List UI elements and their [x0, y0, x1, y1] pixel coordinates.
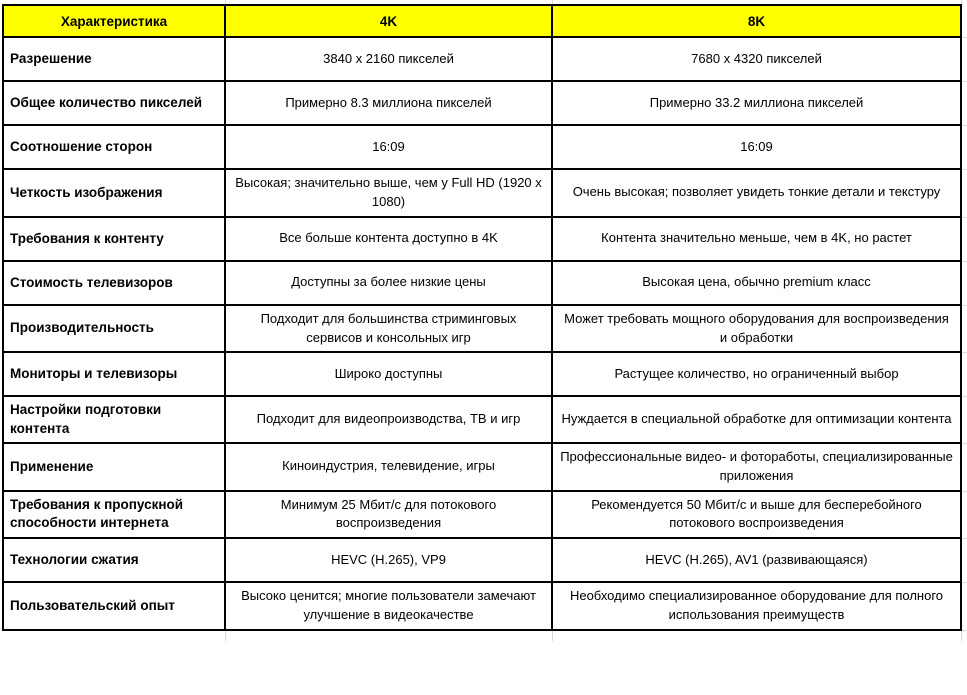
feature-cell: Применение [3, 443, 225, 491]
table-row [3, 538, 961, 582]
col-8k-cell: Растущее количество, но ограниченный выбор [552, 352, 961, 396]
feature-cell: Пользовательский опыт [3, 582, 225, 630]
col-4k-cell: Все больше контента доступно в 4K [225, 217, 552, 261]
col-8k-cell: Контента значительно меньше, чем в 4K, но растет [552, 217, 961, 261]
header-feature: Характеристика [3, 5, 225, 37]
col-8k-cell: Очень высокая; позволяет увидеть тонкие детали и текстуру [552, 169, 961, 217]
col-8k-cell: Необходимо специализированное оборудование для полного использования преимуществ [552, 582, 961, 630]
col-4k-cell: Подходит для большинства стриминговых сервисов и консольных игр [225, 305, 552, 353]
col-4k-cell: Доступны за более низкие цены [225, 261, 552, 305]
feature-cell: Четкость изображения [3, 169, 225, 217]
header-row [3, 5, 961, 37]
table-row [3, 305, 961, 353]
col-8k-cell: 16:09 [552, 125, 961, 169]
feature-cell: Разрешение [3, 37, 225, 81]
col-4k-cell: Высоко ценится; многие пользователи замечают улучшение в видеокачестве [225, 582, 552, 630]
col-8k-cell: Примерно 33.2 миллиона пикселей [552, 81, 961, 125]
col-4k-cell: 3840 x 2160 пикселей [225, 37, 552, 81]
table-body [3, 37, 961, 630]
table-header [3, 5, 961, 37]
header-8k: 8K [552, 5, 961, 37]
col-4k-cell: Киноиндустрия, телевидение, игры [225, 443, 552, 491]
feature-cell: Мониторы и телевизоры [3, 352, 225, 396]
col-8k-cell: HEVC (H.265), AV1 (развивающаяся) [552, 538, 961, 582]
col-8k-cell: Нуждается в специальной обработке для оптимизации контента [552, 396, 961, 442]
comparison-table [2, 4, 962, 631]
col-4k-cell: Подходит для видеопроизводства, ТВ и игр [225, 396, 552, 442]
feature-cell: Технологии сжатия [3, 538, 225, 582]
table-row [3, 217, 961, 261]
table-row [3, 396, 961, 442]
col-8k-cell: Профессиональные видео- и фотоработы, специализированные приложения [552, 443, 961, 491]
table-row [3, 261, 961, 305]
feature-cell: Требования к пропускной способности интернета [3, 491, 225, 539]
table-row [3, 582, 961, 630]
col-4k-cell: HEVC (H.265), VP9 [225, 538, 552, 582]
table-row [3, 491, 961, 539]
feature-cell: Требования к контенту [3, 217, 225, 261]
table-row [3, 125, 961, 169]
col-4k-cell: 16:09 [225, 125, 552, 169]
table-row [3, 352, 961, 396]
feature-cell: Производительность [3, 305, 225, 353]
table-row [3, 169, 961, 217]
col-4k-cell: Высокая; значительно выше, чем у Full HD (1920 x 1080) [225, 169, 552, 217]
header-4k: 4K [225, 5, 552, 37]
col-4k-cell: Минимум 25 Мбит/с для потокового воспроизведения [225, 491, 552, 539]
feature-cell: Соотношение сторон [3, 125, 225, 169]
table-row [3, 443, 961, 491]
col-4k-cell: Примерно 8.3 миллиона пикселей [225, 81, 552, 125]
feature-cell: Общее количество пикселей [3, 81, 225, 125]
feature-cell: Настройки подготовки контента [3, 396, 225, 442]
col-8k-cell: Высокая цена, обычно premium класс [552, 261, 961, 305]
feature-cell: Стоимость телевизоров [3, 261, 225, 305]
table-row [3, 81, 961, 125]
col-8k-cell: 7680 x 4320 пикселей [552, 37, 961, 81]
col-8k-cell: Может требовать мощного оборудования для воспроизведения и обработки [552, 305, 961, 353]
table-row [3, 37, 961, 81]
col-8k-cell: Рекомендуется 50 Мбит/с и выше для бесперебойного потокового воспроизведения [552, 491, 961, 539]
col-4k-cell: Широко доступны [225, 352, 552, 396]
